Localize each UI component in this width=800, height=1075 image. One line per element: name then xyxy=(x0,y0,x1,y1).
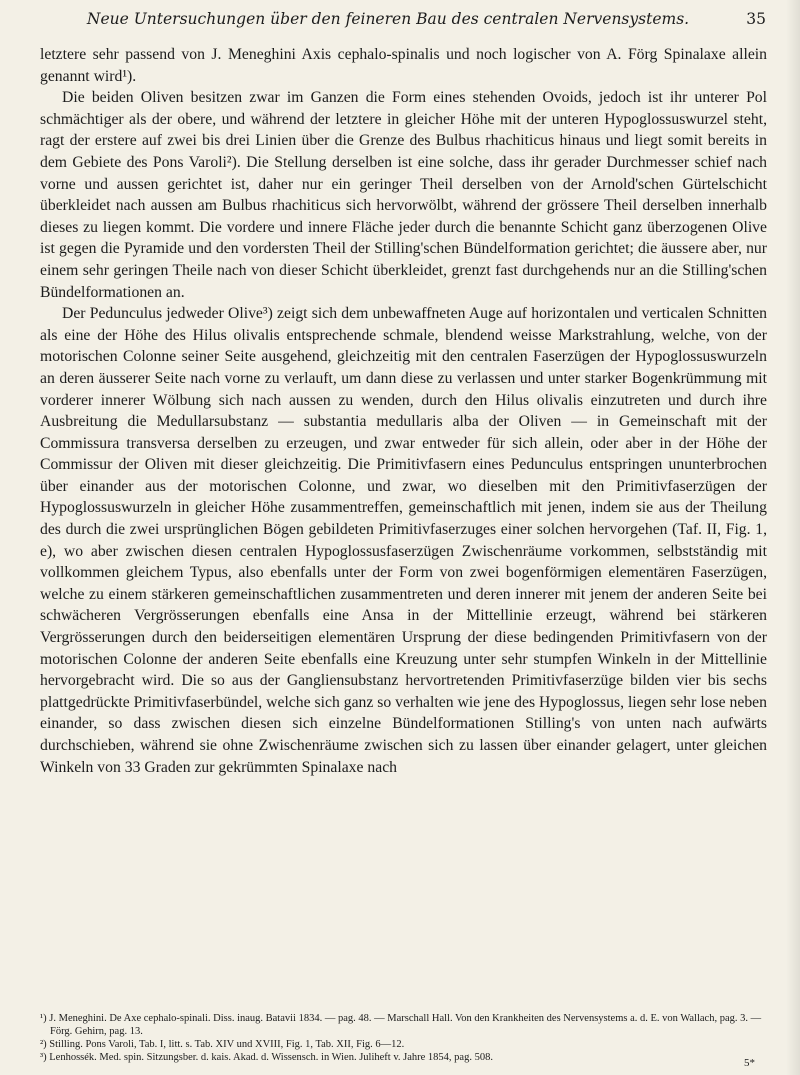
page-edge-shadow xyxy=(786,0,800,1075)
paragraph: Der Pedunculus jedweder Olive³) zeigt sich dem unbewaffneten Auge auf horizontalen und verticalen Schnitten als eine der Höhe des Hilus olivalis entsprechende schmale, blendend weisse Markstrahlung, welche, von der motorischen Colonne seiner Seite ausgehend, gleichzeitig mit den centralen Faserzügen der Hypoglossuswurzeln an deren äusserer Seite nach vorne zu verlauft, um dann diese zu verlassen und unter starker Bogenkrümmung mit vorderer innerer Wölbung sich nach aussen zu wenden, durch den Hilus olivalis einzutreten und durch ihre Ausbreitung die Medullarsubstanz — substantia medullaris alba der Oliven — in Gemeinschaft mit der Commissura transversa derselben zu erzeugen, und zwar entweder für sich allein, oder aber in der Höhe der Commissur der Oliven mit dieser gleichzeitig. Die Primitivfasern eines Pedunculus entspringen ununterbrochen über einander aus der motorischen Colonne, und zwar, wo dieselben mit den Primitivfaserzügen der Hypoglossuswurzeln in gleicher Höhe zusammentreffen, gemeinschaftlich mit jenen, indem sie aus der Theilung des durch die zwei ursprünglichen Bögen gebildeten Primitivfaserzuges einer solchen hervorgehen (Taf. II, Fig. 1, e), wo aber zwischen diesen centralen Hypoglossusfaserzügen Zwischenräume vorkommen, selbstständig mit vollkommen gleichem Typus, also ebenfalls unter der Form von zwei bogenförmigen elementären Faserzügen, welche zu einem stärkeren gemeinschaftlichen zusammentreten und deren innerer mit jenem der anderen Seite bei schwächeren Vergrösserungen ebenfalls eine Ansa in der Mittellinie erzeugt, während bei stärkeren Vergrösserungen durch den beiderseitigen elementären Ursprung der diese bedingenden Primitivfasern von der motorischen Colonne der anderen Seite ebenfalls eine Kreuzung unter sehr stumpfen Winkeln in der Mittellinie hervorgebracht wird. Die so aus der Gangliensubstanz hervortretenden Primitivfaserzüge bilden vier bis sechs plattgedrückte Primitivfaserbündel, welche sich ganz so verhalten wie jene des Hypoglossus, liegen sehr lose neben einander, so dass zwischen diesen sich einzelne Bündelformationen Stilling's von unten nach aufwärts durchschieben, während sie ohne Zwischenräume zwischen sich zu lassen über einander gelagert, unter gleichen Winkeln von 33 Graden zur gekrümmten Spinalaxe nach xyxy=(40,305,767,776)
paragraph: letztere sehr passend von J. Meneghini Axis cephalo-spinalis und noch logischer von A. Förg Spinalaxe allein genannt wird¹). xyxy=(40,46,767,85)
footnotes xyxy=(40,1012,767,1064)
footnote: ³) Lenhossék. Med. spin. Sitzungsber. d. kais. Akad. d. Wissensch. in Wien. Juliheft v. Jahre 1854, pag. 508. xyxy=(40,1052,493,1063)
running-head xyxy=(40,8,766,30)
page-number: 35 xyxy=(746,10,766,28)
running-head-title: Neue Untersuchungen über den feineren Bau des centralen Nervensystems. xyxy=(86,10,690,28)
footnote: ²) Stilling. Pons Varoli, Tab. I, litt. s. Tab. XIV und XVIII, Fig. 1, Tab. XII, Fig. 6—12. xyxy=(40,1039,405,1050)
signature-mark: 5* xyxy=(744,1057,755,1069)
footnote: ¹) J. Meneghini. De Axe cephalo-spinali. Diss. inaug. Batavii 1834. — pag. 48. — Marschall Hall. Von den Krankheiten des Nervensystems a. d. E. von Wallach, pag. 3. — Förg. Gehirn, pag. 13. xyxy=(40,1013,762,1037)
paragraph: Die beiden Oliven besitzen zwar im Ganzen die Form eines stehenden Ovoids, jedoch ist ihr unterer Pol schmächtiger als der obere, und während der letztere in gleicher Höhe mit der unteren Hypoglossuswurzel steht, ragt der erstere auf zwei bis drei Linien über die Grenze des Bulbus rhachiticus hinaus und liegt somit bereits in dem Gebiete des Pons Varoli²). Die Stellung derselben ist eine solche, dass ihr gerader Durchmesser schief nach vorne und aussen gerichtet ist, daher nur ein geringer Theil derselben von der Arnold'schen Gürtelschicht überkleidet nach aussen am Bulbus rhachiticus sich hervorwölbt, während der grössere Theil derselben innerhalb dieses zu liegen kommt. Die vordere und innere Fläche jeder durch die benannte Schicht ganz überzogenen Olive ist gegen die Pyramide und den vordersten Theil der Stilling'schen Bündelformation gerichtet; die äussere aber, nur einem sehr geringen Theile nach von dieser Schicht überkleidet, grenzt fast durchgehends nur an die Stilling'schen Bündelformationen an. xyxy=(40,89,767,301)
body-text xyxy=(40,44,767,778)
